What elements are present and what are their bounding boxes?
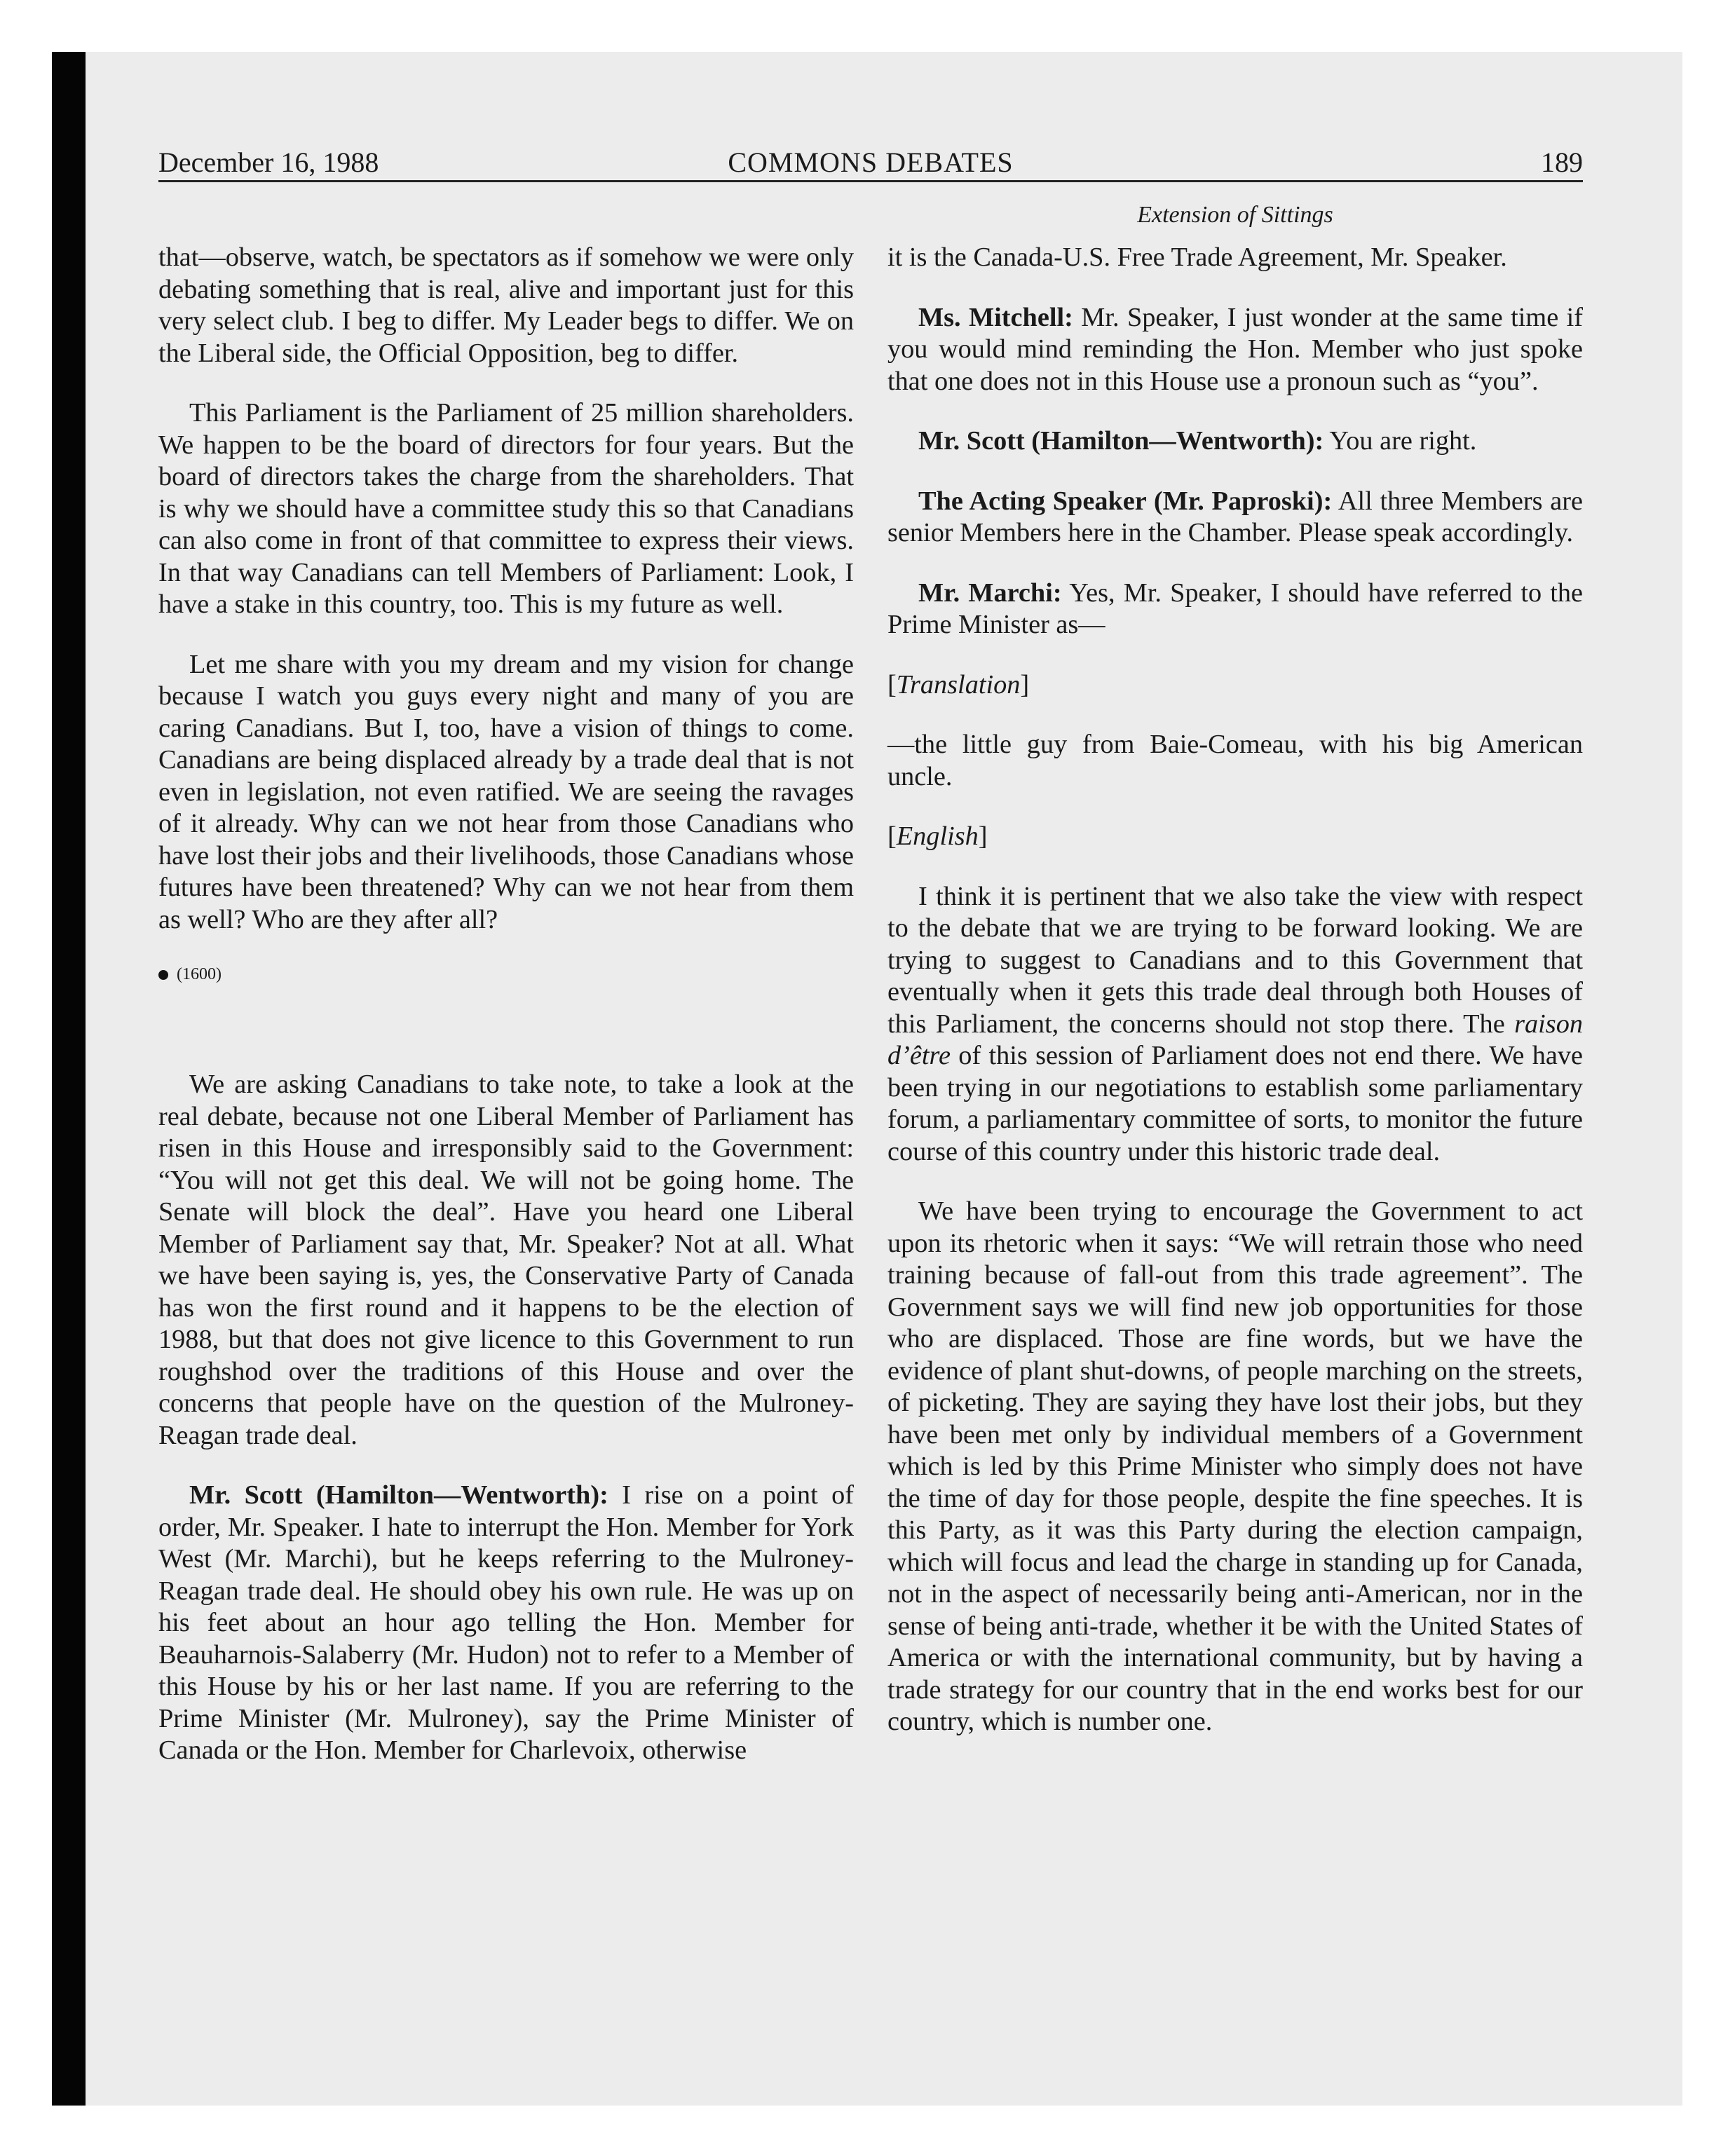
binding-edge	[52, 52, 86, 2106]
paragraph: We have been trying to encourage the Government to act upon its rhetoric when it says: “We will retrain those who need training because of fall-out from this trade agreement”. The Government says we will find new job opportunities for those who are displaced. Those are fine words, but we have the evidence of plant shut-downs, of people marching on the streets, of picketing. They are saying they have lost their jobs, but they have been met only by individual members of a Government which is led by this Prime Minister who simply does not have the time of day for those people, despite the fine speeches. It is this Party, as it was this Party during the election campaign, which will focus and lead the charge in standing up for Canada, not in the aspect of necessarily being anti-American, nor in the sense of being anti-trade, whether it be with the United States of America or with the international community, but by having a trade strategy for our country that in the end works best for our country, which is number one.	[887, 1196, 1583, 1736]
speech-paragraph	[887, 302, 1583, 398]
paragraph: This Parliament is the Parliament of 25 million shareholders. We happen to be the board of directors for four years. But the board of directors takes the charge from the shareholders. That is why we should have a committee study this so that Canadians can also come in front of that committee to express their views. In that way Canadians can tell Members of Parliament: Look, I have a stake in this country, too. This is my future as well.	[158, 398, 854, 619]
speech-paragraph	[887, 425, 1583, 458]
speech-text: All three Members are senior Members here in the Chamber. Please speak accordingly.	[887, 486, 1583, 547]
speaker-name: Mr. Scott (Hamilton—Wentworth):	[918, 426, 1324, 456]
speech-text: I rise on a point of order, Mr. Speaker. I hate to interrupt the Hon. Member for York West (Mr. Marchi), but he keeps referring to the Mulroney-Reagan trade deal. He should obey his own rule. He was up on his feet about an hour ago telling the Hon. Member for Beauharnois-Salaberry (Mr. Hudon) not to refer to a Member of this House by his or her last name. If you are referring to the Prime Minister (Mr. Mulroney), say the Prime Minister of Canada or the Hon. Member for Charlevoix, otherwise	[158, 1480, 854, 1765]
speech-text: You are right.	[1324, 426, 1477, 456]
page-number: 189	[1541, 146, 1583, 178]
english-label: English	[896, 821, 979, 851]
paragraph: it is the Canada-U.S. Free Trade Agreement, Mr. Speaker.	[887, 243, 1507, 272]
time-marker-text: (1600)	[177, 965, 222, 983]
speech-text: Yes, Mr. Speaker, I should have referred to the Prime Minister as—	[887, 578, 1583, 639]
speaker-name: Mr. Scott (Hamilton—Wentworth):	[189, 1480, 608, 1510]
translation-label: Translation	[896, 669, 1021, 700]
paragraph: —the little guy from Baie-Comeau, with his big American uncle.	[887, 730, 1583, 791]
language-label: [English]	[887, 821, 988, 851]
paragraph-text: I think it is pertinent that we also take the view with respect to the debate that we are trying to be forward looking. We are trying to suggest to Canadians and to this Government that eventually when it gets this trade deal through both Houses of this Parliament, the concerns should not stop there. The	[887, 881, 1583, 1039]
paragraph-text: of this session of Parliament does not end there. We have been trying in our negotiations to establish some parliamentary forum, a parliamentary committee of sorts, to monitor the future course of this country under this historic trade deal.	[887, 1041, 1583, 1166]
speaker-name: The Acting Speaker (Mr. Paproski):	[918, 486, 1333, 516]
speech-paragraph	[887, 486, 1583, 550]
running-header	[158, 145, 1583, 182]
right-column	[887, 242, 1583, 1766]
paragraph	[887, 881, 1583, 1168]
header-title: COMMONS DEBATES	[728, 146, 1014, 178]
section-subheader: Extension of Sittings	[1137, 202, 1333, 228]
speech-paragraph	[158, 1480, 854, 1767]
header-date: December 16, 1988	[158, 146, 379, 178]
paragraph: We are asking Canadians to take note, to take a look at the real debate, because not one Liberal Member of Parliament has risen in this House and irresponsibly said to the Government: “You will not get this deal. We will not be going home. The Senate will block the deal”. Have you heard one Liberal Member of Parliament say that, Mr. Speaker? Not at all. What we have been saying is, yes, the Conservative Party of Canada has won the first round and it happens to be the election of 1988, but that does not give licence to this Government to run roughshod over the traditions of this House and over the concerns that people have on the question of the Mulroney-Reagan trade deal.	[158, 1070, 854, 1450]
speech-text: Mr. Speaker, I just wonder at the same time if you would mind reminding the Hon. Member who just spoke that one does not in this House use a pronoun such as “you”.	[887, 302, 1583, 396]
time-marker	[158, 964, 854, 985]
speech-paragraph	[887, 578, 1583, 641]
paragraph: Let me share with you my dream and my vision for change because I watch you guys every night and many of you are caring Canadians. But I, too, have a vision of things to come. Canadians are being displaced already by a trade deal that is not even in legislation, not even ratified. We are seeing the ravages of it already. Why can we not hear from those Canadians who have lost their jobs and their livelihoods, those Canadians whose futures have been threatened? Why can we not hear from them as well? Who are they after all?	[158, 649, 854, 934]
paragraph: that—observe, watch, be spectators as if somehow we were only debating something that is real, alive and important just for this very select club. I beg to differ. My Leader begs to differ. We on the Liberal side, the Official Opposition, beg to differ.	[158, 243, 854, 368]
speaker-name: Mr. Marchi:	[918, 578, 1062, 608]
bullet-icon	[158, 970, 168, 980]
italic-phrase: raison d’être	[887, 1009, 1583, 1070]
left-column	[158, 242, 854, 1795]
speaker-name: Ms. Mitchell:	[918, 302, 1073, 332]
language-label: [Translation]	[887, 669, 1030, 700]
